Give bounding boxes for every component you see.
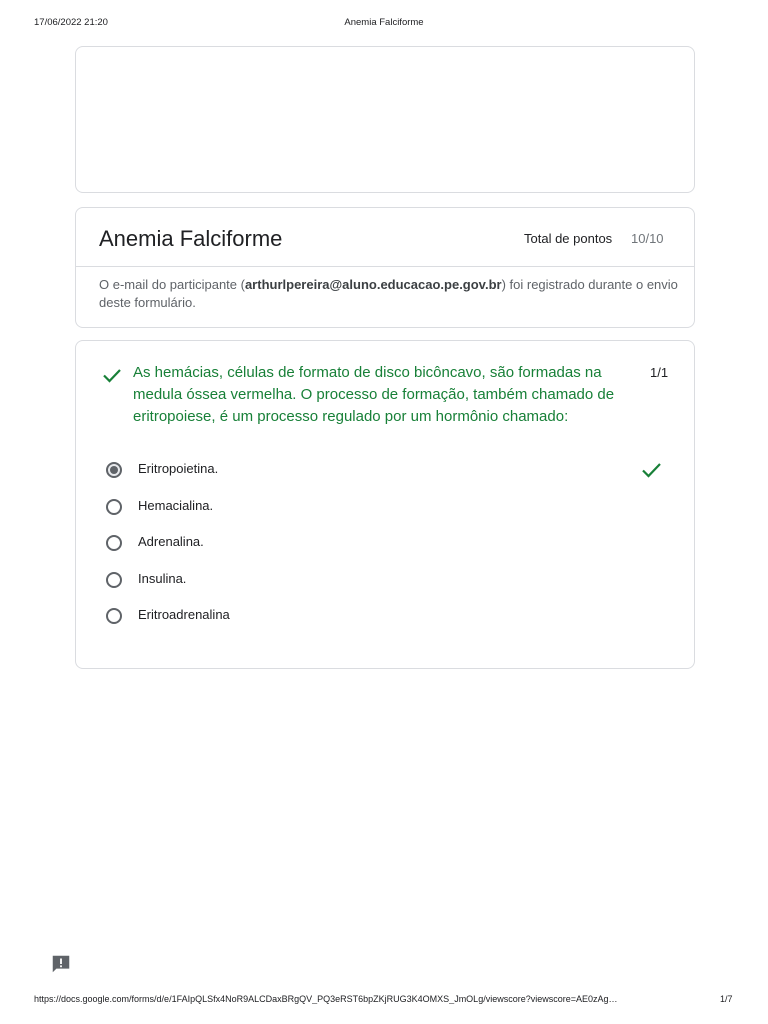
form-title: Anemia Falciforme bbox=[99, 226, 283, 251]
radio-button[interactable] bbox=[106, 499, 122, 515]
print-footer bbox=[0, 994, 768, 1008]
radio-button[interactable] bbox=[106, 535, 122, 551]
total-points-value: 10/10 bbox=[631, 231, 664, 246]
option-eritroadrenalina[interactable] bbox=[106, 605, 676, 642]
header-banner-card bbox=[75, 46, 695, 193]
radio-button[interactable] bbox=[106, 572, 122, 588]
option-label: Eritropoietina. bbox=[138, 461, 219, 476]
form-title-card bbox=[75, 207, 695, 328]
print-header bbox=[0, 17, 768, 31]
correct-check-icon bbox=[640, 460, 664, 480]
question-text: As hemácias, células de formato de disco bicôncavo, são formadas na medula óssea vermelha. O processo de formação, também chamado de eritropoiese, é um processo regulado por um hormônio chamado: bbox=[133, 364, 615, 425]
option-adrenalina[interactable] bbox=[106, 532, 676, 569]
print-url: https://docs.google.com/forms/d/e/1FAIpQLSfx4NoR9ALCDaxBRgQV_PQ3eRST6bpZKjRUG3K4OMXS_JmOLg/viewscore?viewscore=AE0zAg… bbox=[34, 994, 618, 1004]
option-label: Adrenalina. bbox=[138, 534, 204, 549]
radio-button[interactable] bbox=[106, 608, 122, 624]
option-insulina[interactable] bbox=[106, 569, 676, 606]
print-page-title: Anemia Falciforme bbox=[344, 17, 424, 28]
check-icon bbox=[100, 363, 124, 387]
option-eritropoietina[interactable] bbox=[106, 459, 676, 496]
option-label: Eritroadrenalina bbox=[138, 607, 230, 622]
email-note-suffix: ) foi registrado durante o envio deste formulário. bbox=[99, 277, 678, 310]
option-label: Insulina. bbox=[138, 570, 187, 586]
print-datetime: 17/06/2022 21:20 bbox=[34, 17, 108, 28]
answer-options bbox=[106, 459, 676, 642]
option-label: Hemacialina. bbox=[138, 497, 214, 513]
question-card bbox=[75, 340, 695, 669]
total-points-label: Total de pontos bbox=[524, 231, 613, 246]
print-page-number: 1/7 bbox=[720, 994, 733, 1004]
feedback-icon[interactable] bbox=[50, 953, 72, 975]
divider bbox=[76, 266, 694, 267]
question-score: 1/1 bbox=[650, 365, 669, 380]
email-notice bbox=[99, 276, 679, 312]
option-hemacialina[interactable] bbox=[106, 496, 676, 533]
participant-email: arthurlpereira@aluno.educacao.pe.gov.br bbox=[244, 277, 502, 292]
radio-button-selected[interactable] bbox=[106, 462, 122, 478]
email-note-prefix: O e-mail do participante ( bbox=[99, 277, 245, 292]
